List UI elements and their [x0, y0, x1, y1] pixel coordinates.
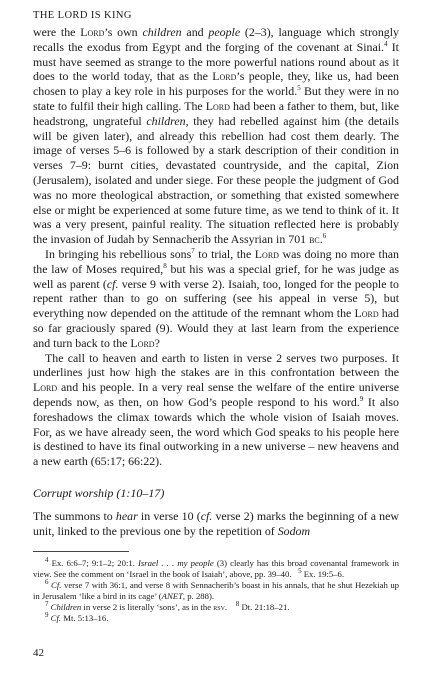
text-run: verse 9 with verse 2). Isaiah, too, longed for the people to repent rather than to go on suffering (see his appeal in verse 5), but everything now depended on the attitude of the remnant whom the	[33, 276, 399, 321]
text-run: It must have seemed as strange to the more powerful nations round about as it does to the world today, that as the	[33, 39, 399, 84]
text-run: (3) clearly has this broad covenantal framework in view. See the comment on ‘Israel in the book of Isaiah’, above, pp. 39–40.	[33, 557, 400, 579]
footnote-number: 9	[45, 610, 49, 619]
page	[33, 10, 399, 624]
italic-term: Israel . . . my people	[138, 557, 214, 568]
text-run: and	[181, 25, 209, 39]
italic-term: Cf.	[50, 612, 62, 623]
text-run: had been a father to them, but, like headstrong, ungrateful	[33, 98, 399, 128]
footnotes	[33, 555, 400, 624]
text-run: were the	[33, 25, 81, 39]
text-run: The call to heaven and earth to listen in verse 2 serves two purposes. It underlines just how high the stakes are in this confrontation between the	[33, 350, 399, 380]
lord-smallcaps: Lord	[354, 306, 379, 321]
text-run: in verse 10 (	[137, 508, 201, 523]
italic-term: cf.	[200, 508, 213, 523]
footnote-ref: 9	[359, 394, 364, 403]
footnote-4	[33, 555, 400, 580]
text-run: and his people. In a very real sense the welfare of the entire universe depends now, as then, on how God’s people respond to his word.	[33, 380, 399, 409]
italic-term: cf.	[106, 276, 119, 291]
paragraph-1	[33, 25, 399, 247]
body-text	[33, 25, 399, 539]
lord-smallcaps: Lord	[205, 98, 230, 113]
text-run: verse 7 with 36:1, and verse 8 with Sennacherib’s boast in his annals, that he shut Hezekiah up in Jerusalem ‘like a bird in its cage’ (	[33, 579, 400, 601]
italic-term: ANET	[161, 590, 183, 601]
lord-smallcaps: Lord	[254, 246, 279, 261]
italic-term: Children	[50, 601, 82, 612]
text-run: in verse 2 is literally ‘sons’, as in the	[81, 601, 214, 612]
page-number: 42	[33, 647, 44, 659]
text-run: It also foreshadows the climax towards which the whole vision of Isaiah moves. For, as we have already seen, the word which God speaks to his people here is destined to have its final outworking in a new universe – new heavens and a new earth (65:17; 66:22).	[33, 394, 399, 469]
text-run: ?	[154, 335, 160, 350]
text-run: .	[319, 232, 323, 247]
rsv-smallcaps: rsv	[213, 601, 225, 612]
text-run: , they had rebelled against him (the details will be given later), and already this rebellion had cost them dearly. The image of verses 5–6 is followed by a stark description of their condition in verses 7–9: burnt cities, devastated countryside, and the capital, Zion (Jerusalem), isolated and under siege. For these people the judgment of God was no more theological abstraction, or something that existed somewhere else or might be experienced at some future time, as we tend to think of it. It was a very present, painful reality. The situation reflected here is probably the invasion of Judah by Sennacherib the Assyrian in 701	[33, 113, 399, 247]
lord-smallcaps: Lord	[212, 69, 237, 84]
footnote-6	[33, 577, 400, 602]
paragraph-3	[33, 351, 399, 469]
text-run: , p. 288).	[182, 590, 215, 601]
footnote-ref: 7	[191, 246, 195, 255]
text-run: In bringing his rebellious sons	[45, 246, 192, 261]
text-run: to trial, the	[194, 246, 255, 261]
text-run: but his was a special grief, for he was judge as well as parent (	[33, 261, 399, 291]
italic-term: hear	[115, 508, 138, 523]
italic-term: Cf.	[51, 579, 62, 590]
footnote-ref: 5	[297, 84, 301, 93]
lord-smallcaps: Lord	[33, 380, 58, 395]
text-run: But they were in no state to fulfil their high calling. The	[33, 84, 399, 113]
text-run: Ex. 6:6–7; 9:1–2; 20:1.	[48, 557, 139, 568]
text-run: ’s own	[104, 25, 143, 39]
text-run: Mt. 5:13–16.	[61, 612, 109, 623]
footnote-number: 5	[298, 566, 302, 575]
lord-smallcaps: Lord	[130, 335, 155, 350]
text-run: had so far graciously spared (9). Would they at last learn from the experience and turn back to the	[33, 306, 399, 350]
italic-term: Sodom	[277, 523, 311, 538]
footnote-9	[33, 610, 399, 624]
footnote-number: 7	[45, 599, 49, 608]
section-heading: Corrupt worship (1:10–17)	[33, 485, 165, 500]
footnote-ref: 4	[384, 39, 388, 48]
paragraph-2	[33, 247, 399, 351]
text-run: The summons to	[33, 508, 116, 523]
footnote-number: 6	[45, 577, 49, 586]
text-run: was doing no more than the law of Moses required,	[33, 246, 399, 276]
text-run: ’s people, they, like us, had been chosen to play a key role in his purposes for the world.	[33, 69, 399, 99]
footnote-number: 4	[45, 555, 49, 564]
text-run: verse 2) marks the beginning of a new unit, linked to the previous one by the repetition of	[33, 508, 399, 538]
text-run: (2–3), language which strongly recalls the exodus from Egypt and the forging of the covenant at Sinai.	[33, 25, 400, 54]
footnote-number: 8	[235, 599, 240, 608]
paragraph-4	[33, 509, 399, 539]
lord-smallcaps: Lord	[80, 25, 105, 39]
footnote-ref: 6	[322, 232, 327, 241]
italic-term: children	[142, 25, 182, 39]
text-run: Ex. 19:5–6.	[301, 568, 345, 579]
footnote-divider	[33, 551, 129, 552]
footnote-7	[33, 599, 399, 613]
footnote-ref: 8	[163, 261, 167, 270]
italic-term: children	[146, 113, 186, 128]
running-head: THE LORD IS KING	[33, 10, 132, 21]
italic-term: people	[208, 25, 241, 39]
text-run: .	[224, 601, 228, 612]
text-run: Dt. 21:18–21.	[239, 601, 290, 612]
bc-smallcaps: bc	[309, 232, 320, 247]
